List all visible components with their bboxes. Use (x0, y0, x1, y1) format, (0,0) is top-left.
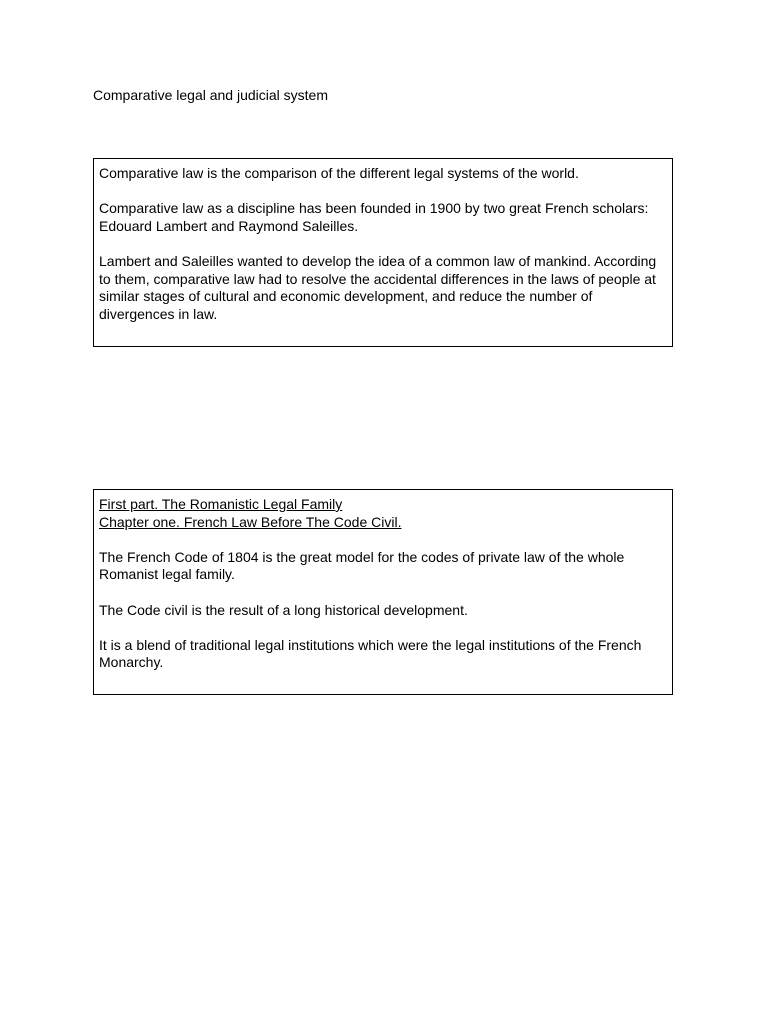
chapter-paragraph: The Code civil is the result of a long historical development. (99, 601, 468, 618)
chapter-paragraph: It is a blend of traditional legal institutions which were the legal institutions of the French Monarchy. (99, 636, 642, 671)
chapter-text-box (93, 489, 673, 695)
intro-paragraph: Comparative law as a discipline has been founded in 1900 by two great French scholars: Edouard Lambert and Raymond Saleilles. (99, 200, 649, 234)
chapter-heading (99, 496, 667, 531)
intro-paragraph: Comparative law is the comparison of the different legal systems of the world. (99, 165, 579, 181)
intro-paragraph: Lambert and Saleilles wanted to develop the idea of a common law of mankind. According to them, comparative law had to resolve the accidental differences in the laws of people at similar stages of cultural and economic development, and reduce the number of divergences in law. (99, 252, 657, 322)
chapter-title: Chapter one. French Law Before The Code Civil. (99, 513, 402, 530)
part-heading: First part. The Romanistic Legal Family (99, 496, 343, 512)
intro-text-box (93, 158, 673, 347)
document-title: Comparative legal and judicial system (93, 87, 328, 103)
chapter-paragraph: The French Code of 1804 is the great model for the codes of private law of the whole Romanist legal family. (99, 548, 625, 583)
